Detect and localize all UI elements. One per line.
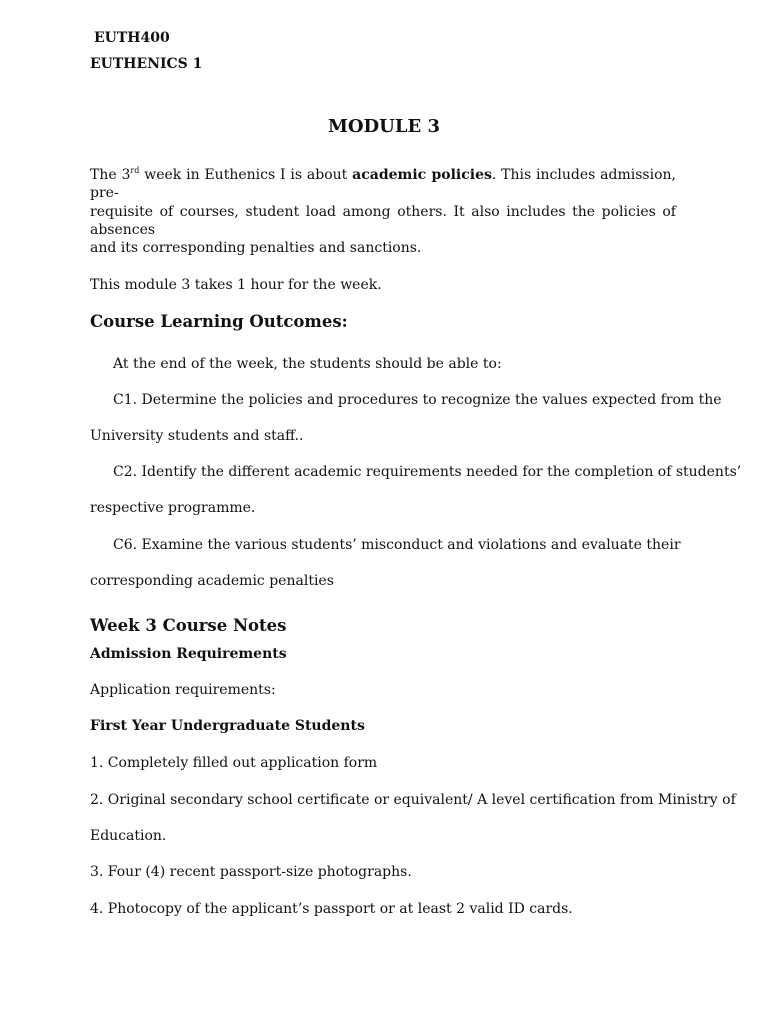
- module-duration-text: This module 3 takes 1 hour for the week.: [90, 277, 382, 293]
- intro-bold-term: academic policies: [352, 167, 492, 183]
- application-requirements-label: Application requirements:: [90, 682, 276, 698]
- first-year-heading: First Year Undergraduate Students: [90, 718, 365, 734]
- outcome-c6-line-2: corresponding academic penalties: [90, 573, 334, 589]
- notes-heading: Week 3 Course Notes: [90, 616, 287, 635]
- outcomes-heading: Course Learning Outcomes:: [90, 312, 348, 331]
- requirement-item-1: 1. Completely filled out application form: [90, 755, 378, 771]
- outcome-c1-line-2: University students and staff..: [90, 428, 304, 444]
- intro-text-end: . This includes admission, pre-: [90, 167, 676, 201]
- course-code: EUTH400: [94, 30, 170, 46]
- requirement-item-4: 4. Photocopy of the applicant’s passport or at least 2 valid ID cards.: [90, 901, 573, 917]
- outcome-c2-line-1: C2. Identify the different academic requirements needed for the completion of students’: [113, 464, 742, 480]
- outcome-c6-line-1: C6. Examine the various students’ misconduct and violations and evaluate their: [113, 537, 681, 553]
- requirement-item-2-line-2: Education.: [90, 828, 167, 844]
- requirement-item-2-line-1: 2. Original secondary school certificate or equivalent/ A level certification from Ministry of: [90, 792, 736, 808]
- outcome-c1-line-1: C1. Determine the policies and procedures to recognize the values expected from the: [113, 392, 722, 408]
- intro-paragraph-line-3: and its corresponding penalties and sanctions.: [90, 240, 422, 256]
- outcome-c2-line-2: respective programme.: [90, 500, 256, 516]
- intro-text-mid: week in Euthenics I is about: [139, 167, 353, 183]
- intro-paragraph-line-1: [90, 166, 676, 202]
- course-name: EUTHENICS 1: [90, 56, 203, 72]
- intro-paragraph-line-2: requisite of courses, student load among others. It also includes the policies of absences: [90, 204, 676, 238]
- requirement-item-3: 3. Four (4) recent passport-size photographs.: [90, 864, 412, 880]
- module-title: MODULE 3: [327, 116, 441, 137]
- outcomes-lead: At the end of the week, the students should be able to:: [113, 356, 502, 372]
- ordinal-superscript: rd: [130, 166, 140, 175]
- admission-subheading: Admission Requirements: [90, 646, 287, 662]
- intro-text-start: The 3: [90, 167, 131, 183]
